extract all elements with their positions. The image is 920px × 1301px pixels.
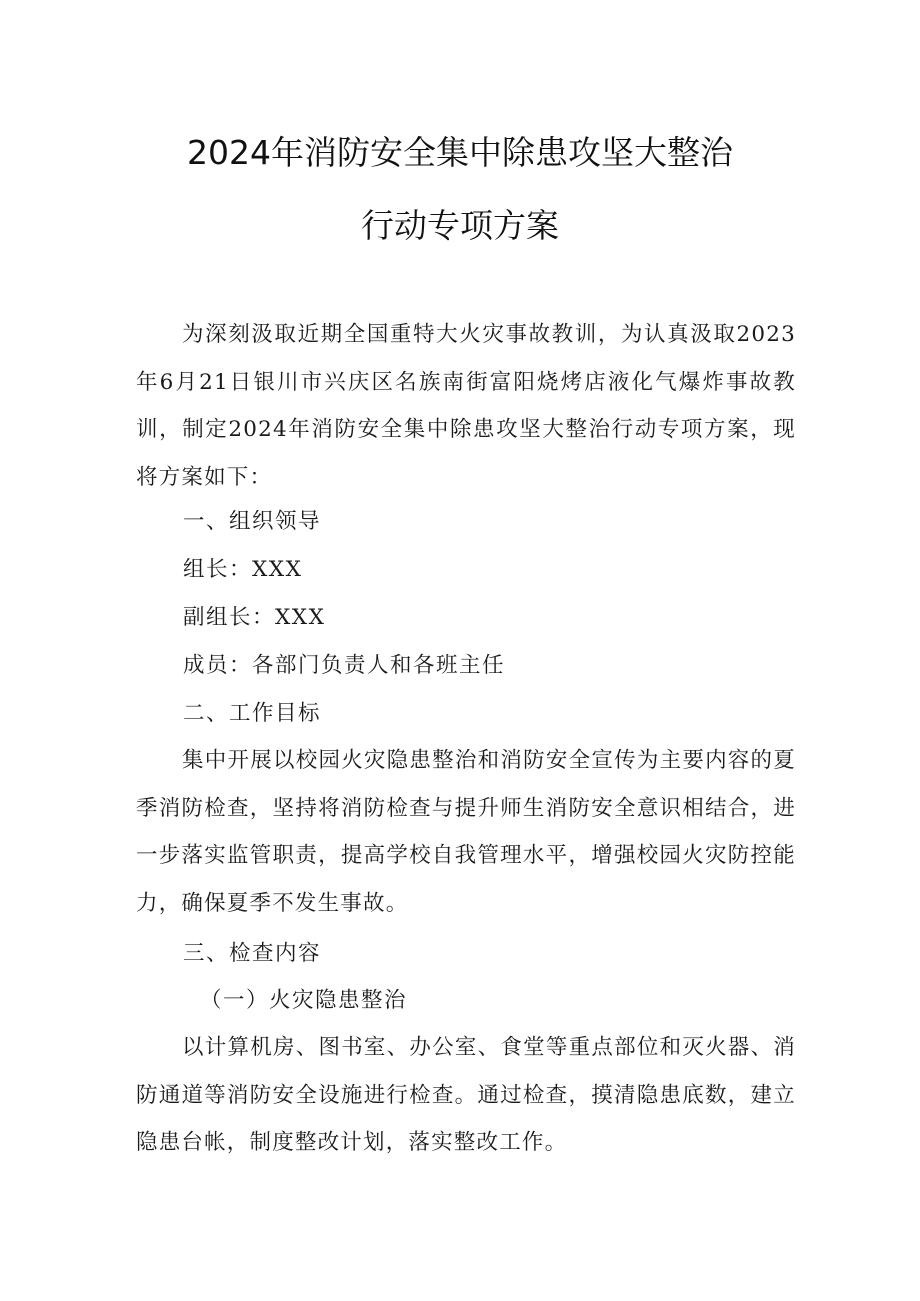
deputy-leader-line: 副组长：XXX <box>183 605 326 630</box>
members-line: 成员：各部门负责人和各班主任 <box>183 653 506 678</box>
goal-paragraph: 集中开展以校园火灾隐患整治和消防安全宣传为主要内容的夏季消防检查，坚持将消防检查与提升师生消防安全意识相结合，进一步落实监管职责，提高学校自我管理水平，增强校园火灾防控能力，确保夏季不发生事故。 <box>136 748 796 916</box>
inspection-paragraph: 以计算机房、图书室、办公室、食堂等重点部位和灭火器、消防通道等消防安全设施进行检查。通过检查，摸清隐患底数，建立隐患台帐，制度整改计划，落实整改工作。 <box>136 1035 796 1156</box>
section-heading-organization: 一、组织领导 <box>183 509 322 534</box>
document-title-line-1: 2024年消防安全集中除患攻坚大整治 <box>187 133 733 172</box>
document-title-line-2: 行动专项方案 <box>361 206 559 245</box>
section-heading-goals: 二、工作目标 <box>183 701 322 726</box>
section-heading-inspection: 三、检查内容 <box>183 941 322 966</box>
leader-line: 组长：XXX <box>183 557 303 582</box>
subsection-heading-fire-hazards: （一）火灾隐患整治 <box>200 988 408 1013</box>
intro-paragraph: 为深刻汲取近期全国重特大火灾事故教训，为认真汲取2023年6月21日银川市兴庆区名族南街富阳烧烤店液化气爆炸事故教训，制定2024年消防安全集中除患攻坚大整治行动专项方案，现将方案如下： <box>136 322 796 490</box>
